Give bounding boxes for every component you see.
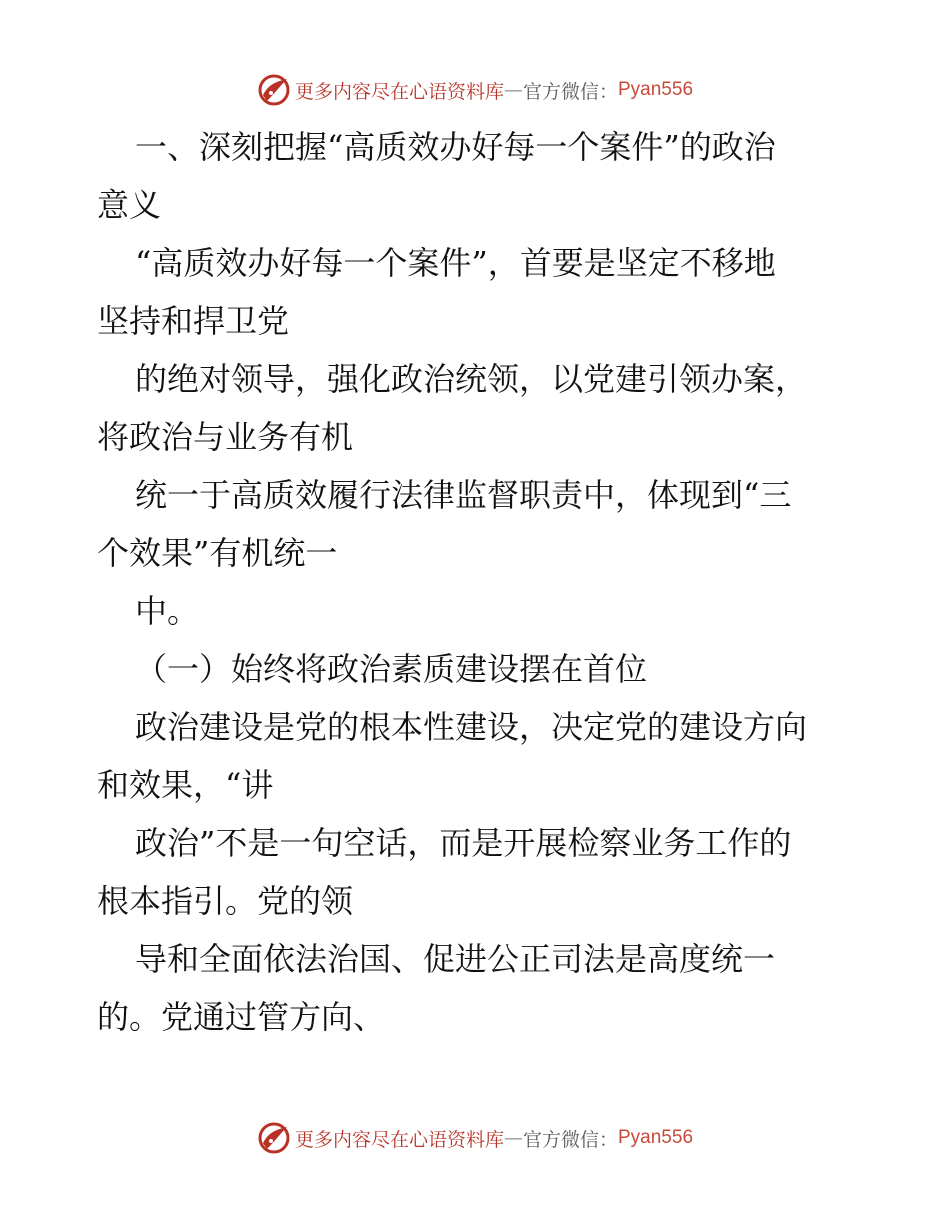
footer-wechat-id: Pyan556	[618, 1127, 694, 1148]
subheading-line: （一）始终将政治素质建设摆在首位	[135, 650, 648, 688]
heading-line: 一、深刻把握“高质效办好每一个案件”的政治	[135, 128, 776, 166]
pen-nib-circle-icon	[257, 73, 291, 107]
paragraph-line: 的。党通过管方向、	[97, 998, 386, 1036]
footer-site-text: 更多内容尽在心语资料库	[294, 1128, 504, 1151]
paragraph-line: 统一于高质效履行法律监督职责中，体现到“三	[135, 476, 792, 514]
header-wechat-id: Pyan556	[618, 79, 694, 100]
paragraph-line: 政治建设是党的根本性建设，决定党的建设方向	[135, 708, 808, 746]
header-banner	[0, 70, 950, 110]
paragraph-line: 根本指引。党的领	[97, 882, 354, 920]
paragraph-line: 和效果，“讲	[97, 766, 274, 804]
paragraph-line: 坚持和捍卫党	[97, 302, 290, 340]
paragraph-line: 的绝对领导，强化政治统领，以党建引领办案，	[135, 360, 808, 398]
footer-dash: —	[503, 1127, 523, 1149]
paragraph-line: 中。	[135, 592, 200, 630]
paragraph-line: 个效果”有机统一	[97, 534, 338, 572]
document-body	[97, 118, 857, 1046]
footer-wechat-label: 官方微信：	[522, 1128, 618, 1151]
header-site-text: 更多内容尽在心语资料库	[294, 80, 504, 103]
paragraph-line: 将政治与业务有机	[97, 418, 354, 456]
paragraph-line: “高质效办好每一个案件”，首要是坚定不移地	[135, 244, 776, 282]
pen-nib-circle-icon	[257, 1121, 291, 1155]
heading-line-cont: 意义	[97, 186, 162, 224]
header-wechat-label: 官方微信：	[522, 80, 618, 103]
footer-banner	[0, 1118, 950, 1158]
paragraph-line: 导和全面依法治国、促进公正司法是高度统一	[135, 940, 776, 978]
header-dash: —	[503, 79, 523, 101]
paragraph-line: 政治”不是一句空话，而是开展检察业务工作的	[135, 824, 792, 862]
